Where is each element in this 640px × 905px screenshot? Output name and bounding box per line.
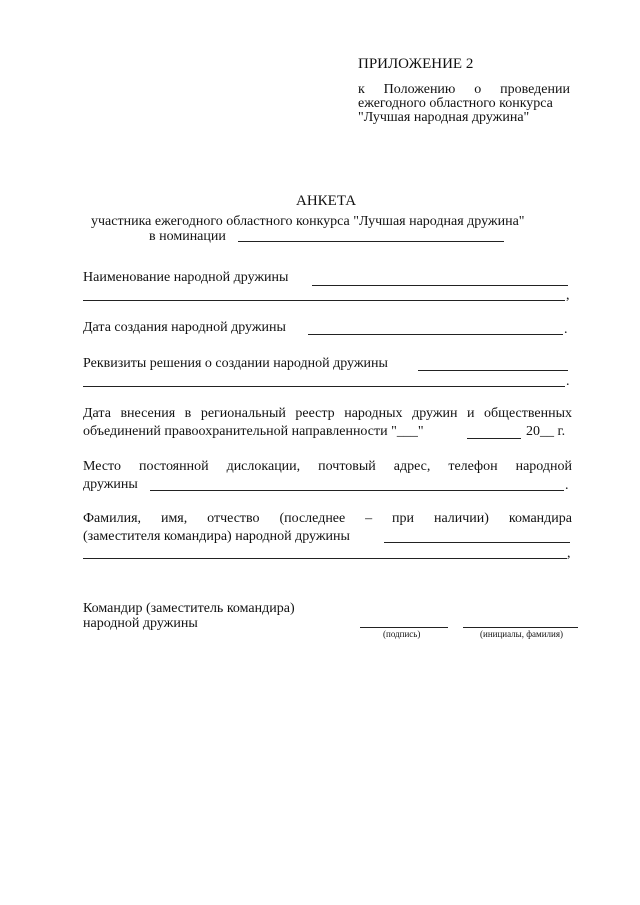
signature-caption: (подпись) — [383, 629, 421, 639]
commander-comma: , — [567, 546, 571, 561]
commander-line1: Фамилия, имя, отчество (последнее – при наличии) командира — [83, 511, 572, 526]
decision-field-line-1[interactable] — [418, 370, 568, 371]
location-period: . — [565, 478, 569, 493]
form-title: АНКЕТА — [296, 193, 357, 209]
decision-field-line-2[interactable] — [83, 386, 565, 387]
location-field-line[interactable] — [150, 490, 564, 491]
signature-role-line1: Командир (заместитель командира) — [83, 601, 295, 616]
appendix-title: ПРИЛОЖЕНИЕ 2 — [358, 56, 474, 72]
registry-month-line[interactable] — [467, 438, 521, 439]
decision-period: . — [566, 374, 570, 389]
appendix-ref-line1: к Положению о проведении — [358, 82, 570, 97]
location-line2: дружины — [83, 477, 138, 492]
registry-year: 20__ г. — [526, 424, 566, 439]
initials-field-line[interactable] — [463, 627, 578, 628]
commander-field-line-1[interactable] — [384, 542, 570, 543]
form-subtitle-line2: в номинации — [149, 229, 226, 244]
appendix-ref-line2: ежегодного областного конкурса — [358, 96, 553, 111]
signature-role-line2: народной дружины — [83, 616, 198, 631]
name-field-line-2[interactable] — [83, 300, 565, 301]
form-subtitle-line1: участника ежегодного областного конкурса "Лучшая народная дружина" — [91, 214, 525, 229]
date-label: Дата создания народной дружины — [83, 320, 286, 335]
registry-line1: Дата внесения в региональный реестр народных дружин и общественных — [83, 406, 572, 421]
name-field-line-1[interactable] — [312, 285, 568, 286]
signature-field-line[interactable] — [360, 627, 448, 628]
appendix-ref-line3: "Лучшая народная дружина" — [358, 110, 530, 125]
name-comma: , — [566, 288, 570, 303]
name-label: Наименование народной дружины — [83, 270, 289, 285]
initials-caption: (инициалы, фамилия) — [480, 629, 563, 639]
date-field-line[interactable] — [308, 334, 563, 335]
date-period: . — [564, 322, 568, 337]
registry-line2: объединений правоохранительной направленности "___" — [83, 424, 424, 439]
commander-field-line-2[interactable] — [83, 558, 567, 559]
location-line1: Место постоянной дислокации, почтовый адрес, телефон народной — [83, 459, 572, 474]
decision-label: Реквизиты решения о создании народной дружины — [83, 356, 388, 371]
commander-line2: (заместителя командира) народной дружины — [83, 529, 350, 544]
nomination-field-line[interactable] — [238, 241, 504, 242]
